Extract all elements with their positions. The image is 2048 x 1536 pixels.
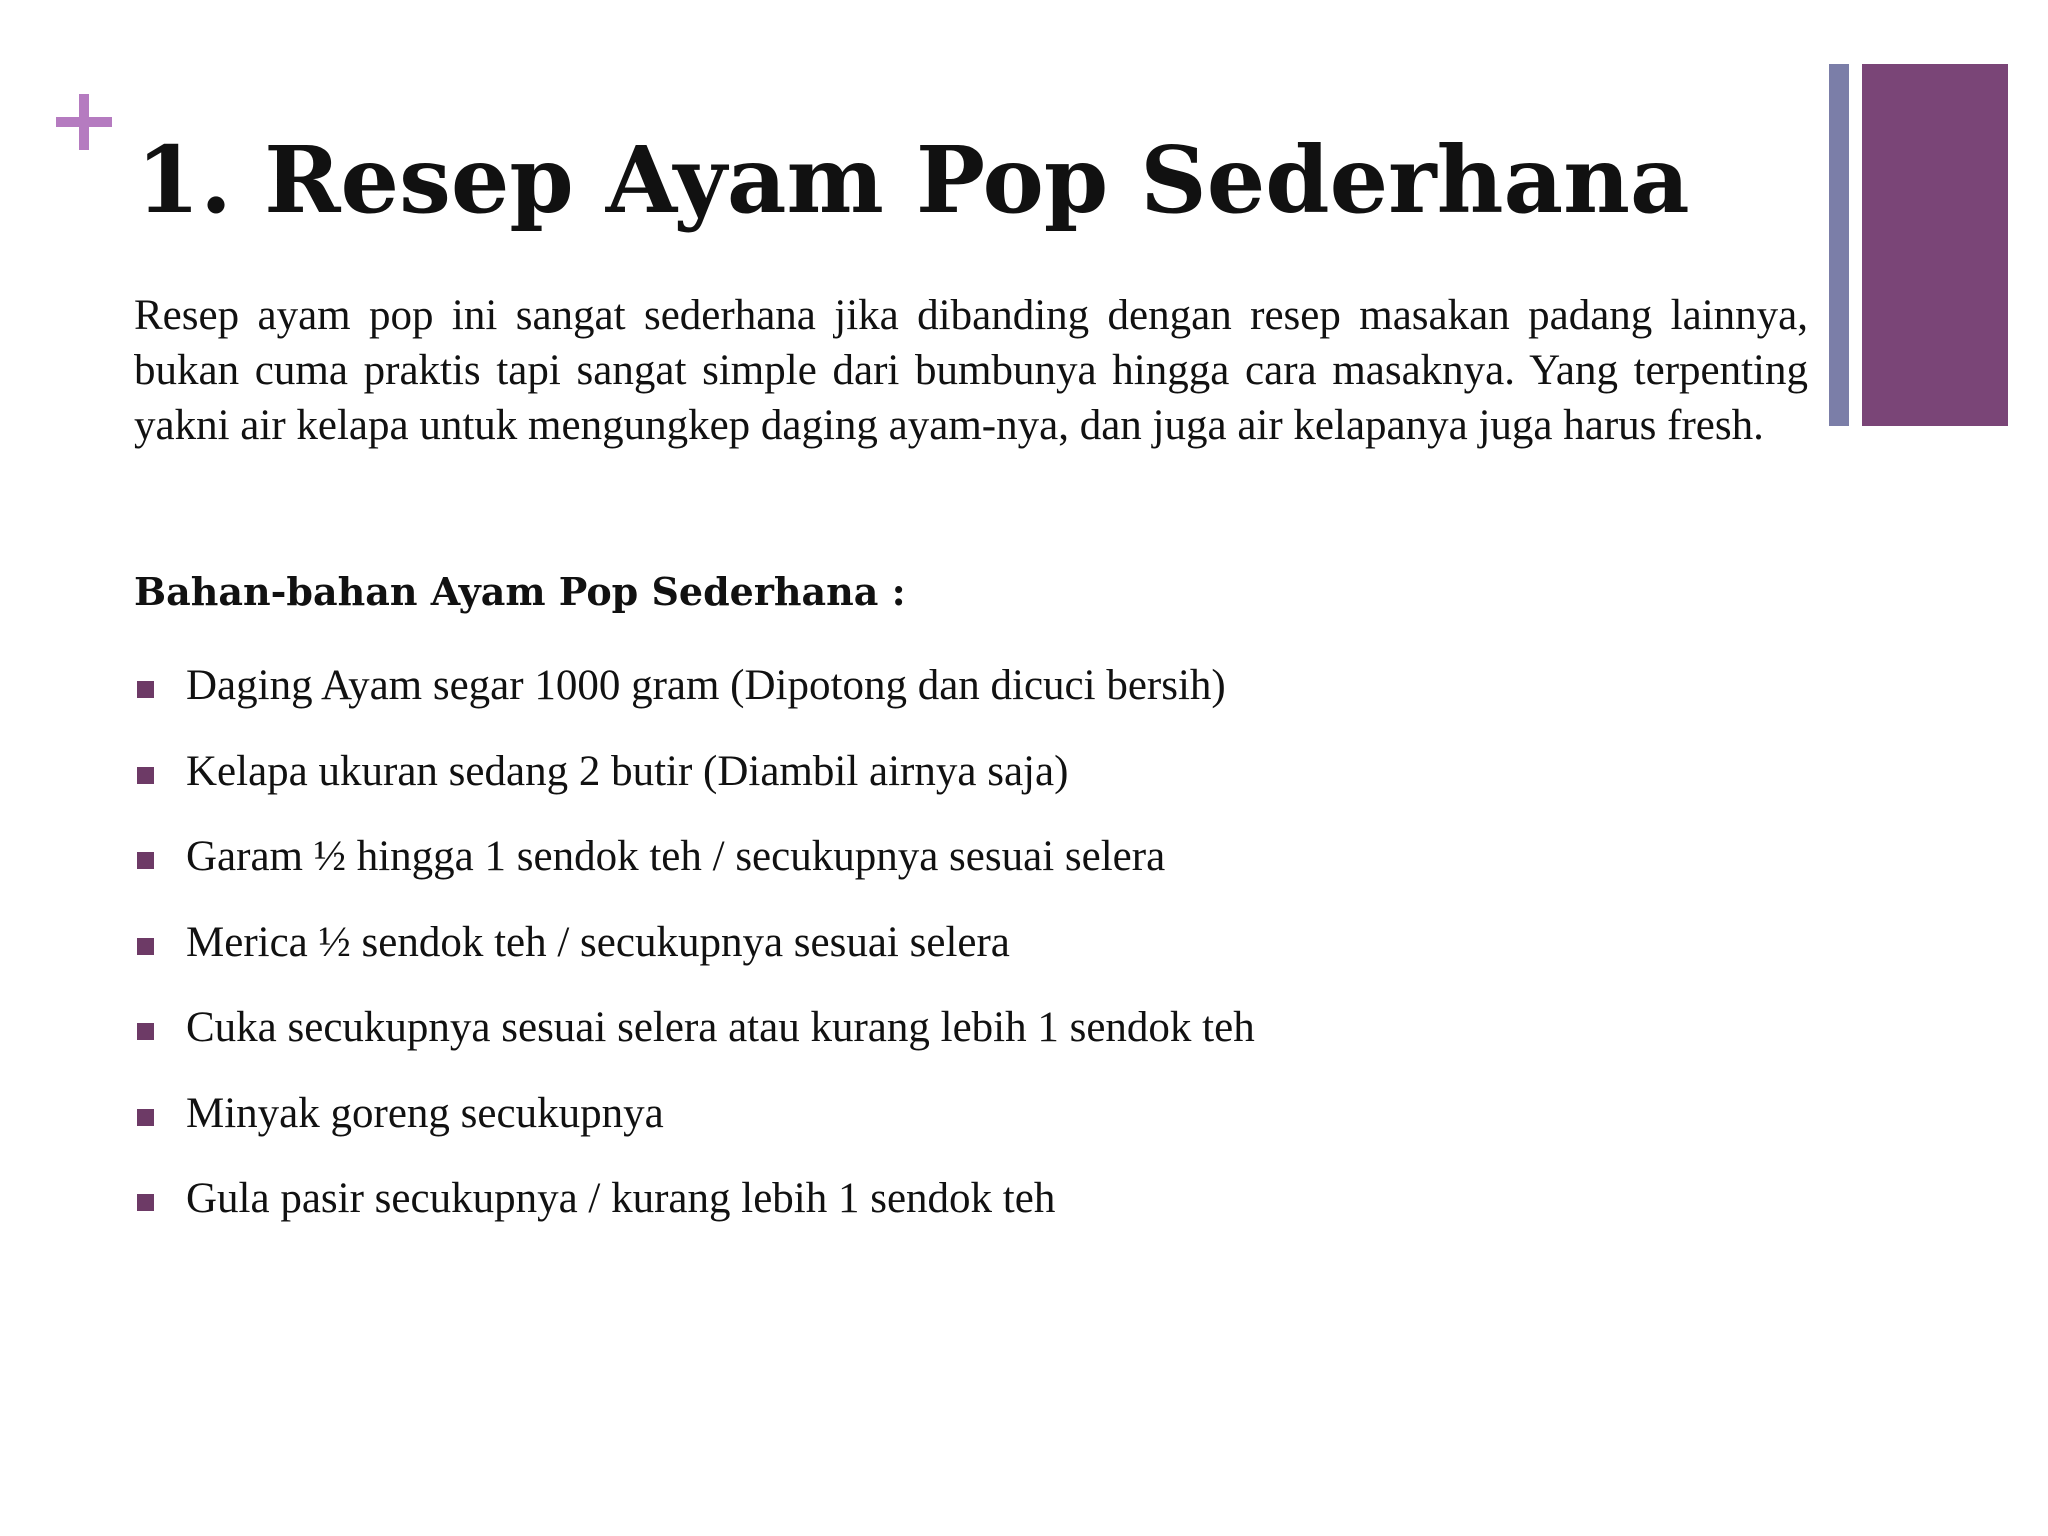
square-bullet-icon [137,681,154,698]
square-bullet-icon [137,852,154,869]
list-item [134,1084,1794,1170]
square-bullet-icon [137,767,154,784]
list-item-text: Cuka secukupnya sesuai selera atau kurang lebih 1 sendok teh [186,1004,1255,1051]
decorative-bar-thin [1829,64,1849,426]
ingredients-heading: Bahan-bahan Ayam Pop Sederhana : [134,569,906,614]
slide-title: 1. Resep Ayam Pop Sederhana [136,126,1690,234]
square-bullet-icon [137,1023,154,1040]
list-item [134,827,1794,913]
square-bullet-icon [137,938,154,955]
list-item-text: Gula pasir secukupnya / kurang lebih 1 sendok teh [186,1175,1056,1222]
plus-icon [56,94,112,150]
list-item-text: Kelapa ukuran sedang 2 butir (Diambil airnya saja) [186,747,1069,795]
square-bullet-icon [137,1109,154,1126]
ingredients-list [134,656,1794,1255]
list-item-text: Merica ½ sendok teh / secukupnya sesuai selera [186,918,1010,966]
list-item [134,913,1794,999]
intro-paragraph: Resep ayam pop ini sangat sederhana jika dibanding dengan resep masakan padang lainnya, bukan cuma praktis tapi sangat simple dari bumbunya hingga cara masaknya. Yang terpenting yakni air kelapa untuk mengungkep daging ayam-nya, dan juga air kelapanya juga harus fresh. [134,292,1808,449]
list-item-text: Garam ½ hingga 1 sendok teh / secukupnya sesuai selera [186,833,1166,880]
list-item [134,742,1794,828]
list-item-text: Minyak goreng secukupnya [186,1089,664,1137]
decorative-bar-wide [1862,64,2008,426]
list-item [134,656,1794,742]
square-bullet-icon [137,1194,154,1211]
list-item [134,998,1794,1084]
list-item-text: Daging Ayam segar 1000 gram (Dipotong dan dicuci bersih) [186,662,1226,709]
list-item [134,1169,1794,1255]
